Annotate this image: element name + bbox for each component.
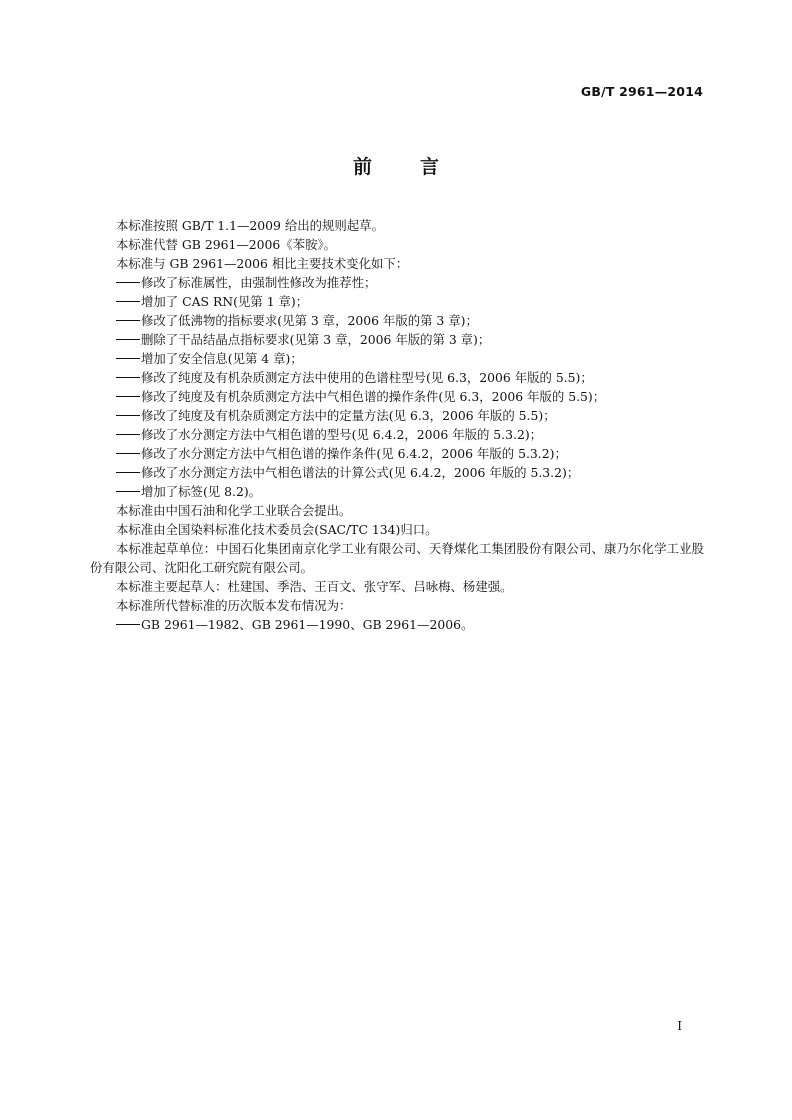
change-item-text: 修改了低沸物的指标要求(见第 3 章，2006 年版的第 3 章)；	[141, 313, 478, 328]
change-item-text: 增加了标签(见 8.2)。	[141, 484, 262, 499]
dash-mark	[116, 491, 140, 492]
change-item-text: 修改了水分测定方法中气相色谱的操作条件(见 6.4.2，2006 年版的 5.3.2)；	[141, 446, 567, 461]
change-item	[90, 273, 704, 292]
paragraph-history-intro: 本标准所代替标准的历次版本发布情况为：	[116, 598, 352, 613]
change-item	[90, 425, 704, 444]
page-number: I	[677, 1019, 682, 1033]
change-item-text: 增加了 CAS RN(见第 1 章)；	[141, 294, 309, 309]
change-item-text: 修改了水分测定方法中气相色谱法的计算公式(见 6.4.2，2006 年版的 5.3.2)；	[141, 465, 580, 480]
change-item	[90, 292, 704, 311]
foreword-body	[90, 216, 704, 634]
dash-mark	[116, 358, 140, 359]
history-item	[90, 615, 704, 634]
change-item	[90, 368, 704, 387]
dash-mark	[116, 396, 140, 397]
paragraph-changes-intro: 本标准与 GB 2961—2006 相比主要技术变化如下：	[116, 256, 409, 271]
paragraph-drafting-rules: 本标准按照 GB/T 1.1—2009 给出的规则起草。	[116, 218, 384, 233]
paragraph-drafters: 本标准主要起草人：杜建国、季浩、王百文、张守军、吕咏梅、杨建强。	[116, 579, 513, 594]
change-item	[90, 482, 704, 501]
paragraph-drafting-units: 本标准起草单位：中国石化集团南京化学工业有限公司、天脊煤化工集团股份有限公司、康乃尔化学工业股份有限公司、沈阳化工研究院有限公司。	[90, 541, 704, 575]
dash-mark	[116, 320, 140, 321]
dash-mark	[116, 434, 140, 435]
change-item	[90, 330, 704, 349]
change-item-text: 增加了安全信息(见第 4 章)；	[141, 351, 303, 366]
dash-mark	[116, 377, 140, 378]
standard-number: GB/T 2961—2014	[580, 84, 703, 99]
change-item-text: 删除了干品结晶点指标要求(见第 3 章，2006 年版的第 3 章)；	[141, 332, 491, 347]
change-item	[90, 463, 704, 482]
change-item-text: 修改了纯度及有机杂质测定方法中气相色谱的操作条件(见 6.3，2006 年版的 5.5)；	[141, 389, 606, 404]
history-text: GB 2961—1982、GB 2961—1990、GB 2961—2006。	[141, 617, 474, 632]
dash-mark	[116, 339, 140, 340]
change-item-text: 修改了标准属性，由强制性修改为推荐性；	[141, 275, 377, 290]
dash-mark	[116, 301, 140, 302]
paragraph-proposed-by: 本标准由中国石油和化学工业联合会提出。	[116, 503, 352, 518]
dash-mark	[116, 624, 140, 625]
change-item-text: 修改了纯度及有机杂质测定方法中使用的色谱柱型号(见 6.3，2006 年版的 5.5)；	[141, 370, 593, 385]
change-item	[90, 444, 704, 463]
change-item	[90, 406, 704, 425]
page-title: 前言	[352, 156, 487, 178]
dash-mark	[116, 282, 140, 283]
change-item-text: 修改了纯度及有机杂质测定方法中的定量方法(见 6.3，2006 年版的 5.5)；	[141, 408, 556, 423]
dash-mark	[116, 472, 140, 473]
dash-mark	[116, 415, 140, 416]
change-item	[90, 387, 704, 406]
change-item-text: 修改了水分测定方法中气相色谱的型号(见 6.4.2，2006 年版的 5.3.2)；	[141, 427, 543, 442]
change-item	[90, 311, 704, 330]
paragraph-under-jurisdiction: 本标准由全国染料标准化技术委员会(SAC/TC 134)归口。	[116, 522, 438, 537]
change-item	[90, 349, 704, 368]
dash-mark	[116, 453, 140, 454]
paragraph-replaces: 本标准代替 GB 2961—2006《苯胺》。	[116, 237, 337, 252]
